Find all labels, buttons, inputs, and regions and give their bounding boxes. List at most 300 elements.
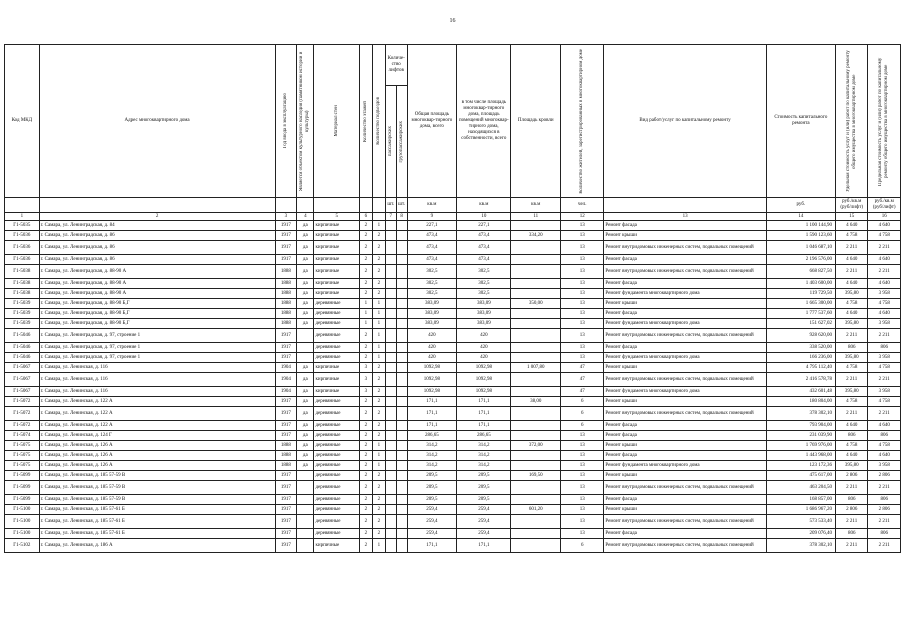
- cell-code: Г1-5075: [5, 451, 40, 461]
- cell-work: Ремонт фасада: [604, 309, 766, 319]
- cell-area-roof: 169,50: [511, 471, 561, 481]
- cell-material: кирпичные: [314, 387, 359, 397]
- cell-area-owned: 259,4: [457, 505, 511, 515]
- cell-unit-cost: 2 211: [835, 373, 867, 387]
- cell-area-roof: [511, 353, 561, 363]
- cell-pass: [385, 421, 396, 431]
- cell-code: Г1-5072: [5, 397, 40, 407]
- cell-area-owned: 259,4: [457, 515, 511, 529]
- cell-floors: 2: [359, 407, 372, 421]
- cell-max-cost: 2 211: [868, 515, 901, 529]
- cell-cost: 180 804,00: [766, 397, 835, 407]
- cell-unit-cost: 2 211: [835, 407, 867, 421]
- cell-pass: [385, 289, 396, 299]
- cell-code: Г1-5039: [5, 309, 40, 319]
- cell-residents: 6: [561, 397, 604, 407]
- cell-code: Г1-5038: [5, 265, 40, 279]
- cell-cargo: [396, 421, 407, 431]
- cell-address: г. Самара, ул. Ленинградская, д. 84: [39, 221, 275, 231]
- cell-cost: 1 590 123,60: [766, 231, 835, 241]
- cell-year: 1917: [275, 407, 297, 421]
- cell-floors: 2: [359, 441, 372, 451]
- cell-year: 1904: [275, 363, 297, 373]
- cell-unit-cost: 2 806: [835, 505, 867, 515]
- cell-pass: [385, 529, 396, 539]
- cell-cargo: [396, 221, 407, 231]
- cell-work: Ремонт внутридомовых инженерных систем, подвальных помещений: [604, 481, 766, 495]
- cell-pass: [385, 343, 396, 353]
- cell-work: Ремонт внутридомовых инженерных систем, подвальных помещений: [604, 265, 766, 279]
- cell-material: деревянные: [314, 471, 359, 481]
- cell-heritage: да: [297, 397, 314, 407]
- cell-year: 1917: [275, 495, 297, 505]
- cell-max-cost: 4 758: [868, 363, 901, 373]
- cell-area-roof: [511, 407, 561, 421]
- cell-pass: [385, 441, 396, 451]
- cell-work: Ремонт фасада: [604, 431, 766, 441]
- cell-cost: 151 627,02: [766, 319, 835, 329]
- cell-area-owned: 314,2: [457, 461, 511, 471]
- cell-code: Г1-5099: [5, 481, 40, 495]
- cell-area-owned: 473,4: [457, 241, 511, 255]
- table-row: [5, 539, 901, 553]
- cell-unit-cost: 4 758: [835, 363, 867, 373]
- cell-area-total: 227,1: [407, 221, 457, 231]
- cell-residents: 13: [561, 431, 604, 441]
- cell-material: деревянные: [314, 421, 359, 431]
- cell-area-owned: 420: [457, 353, 511, 363]
- cell-entrances: 2: [372, 407, 385, 421]
- cell-entrances: 2: [372, 397, 385, 407]
- cell-unit-cost: 4 640: [835, 451, 867, 461]
- cell-cargo: [396, 319, 407, 329]
- cell-code: Г1-5102: [5, 539, 40, 553]
- cell-max-cost: 2 211: [868, 481, 901, 495]
- cell-area-roof: 38,00: [511, 397, 561, 407]
- cell-floors: 2: [359, 505, 372, 515]
- cell-residents: 13: [561, 441, 604, 451]
- cell-area-roof: [511, 387, 561, 397]
- cell-code: Г1-5036: [5, 231, 40, 241]
- cell-entrances: 1: [372, 441, 385, 451]
- cell-residents: 13: [561, 515, 604, 529]
- cell-year: 1917: [275, 255, 297, 265]
- cell-pass: [385, 407, 396, 421]
- header-material: Материал стен: [314, 45, 359, 198]
- cell-area-roof: [511, 279, 561, 289]
- cell-work: Ремонт внутридомовых инженерных систем, подвальных помещений: [604, 373, 766, 387]
- cell-unit-cost: 2 211: [835, 539, 867, 553]
- cell-work: Ремонт крыши: [604, 231, 766, 241]
- cell-address: г. Самара, ул. Ленинская, д. 126 А: [39, 441, 275, 451]
- cell-area-roof: [511, 529, 561, 539]
- cell-max-cost: 3 958: [868, 319, 901, 329]
- cell-entrances: 2: [372, 387, 385, 397]
- cell-heritage: да: [297, 255, 314, 265]
- cell-code: Г1-5039: [5, 299, 40, 309]
- cell-unit-cost: 4 640: [835, 309, 867, 319]
- cell-area-roof: [511, 461, 561, 471]
- cell-pass: [385, 231, 396, 241]
- cell-area-owned: 383,09: [457, 299, 511, 309]
- cell-area-total: 383,09: [407, 309, 457, 319]
- cell-material: кирпичные: [314, 279, 359, 289]
- cell-cargo: [396, 451, 407, 461]
- cell-entrances: 1: [372, 309, 385, 319]
- cell-residents: 13: [561, 279, 604, 289]
- cell-heritage: да: [297, 431, 314, 441]
- cell-area-owned: 302,5: [457, 279, 511, 289]
- cell-pass: [385, 221, 396, 231]
- cell-material: деревянные: [314, 319, 359, 329]
- cell-pass: [385, 387, 396, 397]
- cell-material: кирпичные: [314, 231, 359, 241]
- table-row: [5, 265, 901, 279]
- cell-heritage: да: [297, 387, 314, 397]
- table-row: [5, 343, 901, 353]
- cell-area-owned: 1092,98: [457, 373, 511, 387]
- cell-code: Г1-5067: [5, 363, 40, 373]
- cell-floors: 2: [359, 431, 372, 441]
- cell-cost: 123 172,36: [766, 461, 835, 471]
- cell-year: 1917: [275, 329, 297, 343]
- cell-area-owned: 314,2: [457, 441, 511, 451]
- cell-address: г. Самара, ул. Ленинская, д. 186 А: [39, 539, 275, 553]
- cell-cargo: [396, 539, 407, 553]
- cell-pass: [385, 329, 396, 343]
- cell-year: 1917: [275, 421, 297, 431]
- cell-work: Ремонт фундамента многоквартирного дома: [604, 461, 766, 471]
- cell-cargo: [396, 373, 407, 387]
- cell-code: Г1-5038: [5, 289, 40, 299]
- table-row: [5, 515, 901, 529]
- cell-address: г. Самара, ул. Ленинская, д. 116: [39, 373, 275, 387]
- cell-area-total: 420: [407, 329, 457, 343]
- cell-pass: [385, 505, 396, 515]
- header-heritage: Является объектом культурного наследия (памятником истории и культуры): [297, 45, 314, 198]
- table-row: [5, 451, 901, 461]
- cell-heritage: да: [297, 279, 314, 289]
- cell-area-owned: 302,5: [457, 265, 511, 279]
- cell-cargo: [396, 471, 407, 481]
- cell-year: 1917: [275, 343, 297, 353]
- cell-cost: 1 769 976,00: [766, 441, 835, 451]
- cell-entrances: 2: [372, 265, 385, 279]
- cell-max-cost: 4 758: [868, 397, 901, 407]
- cell-work: Ремонт фасада: [604, 279, 766, 289]
- column-number-row: 1 2 3 4 5 6 7 8 9 10 11 12 13 14 15 16: [5, 213, 901, 221]
- cell-code: Г1-5072: [5, 421, 40, 431]
- cell-area-total: 1092,98: [407, 387, 457, 397]
- cell-heritage: да: [297, 289, 314, 299]
- cell-area-owned: 171,1: [457, 539, 511, 553]
- cell-area-owned: 209,5: [457, 481, 511, 495]
- cell-year: 1917: [275, 397, 297, 407]
- cell-work: Ремонт внутридомовых инженерных систем, подвальных помещений: [604, 329, 766, 343]
- cell-floors: 2: [359, 279, 372, 289]
- cell-pass: [385, 319, 396, 329]
- table-row: [5, 505, 901, 515]
- cell-unit-cost: 4 640: [835, 421, 867, 431]
- cell-code: Г1-5046: [5, 353, 40, 363]
- header-residents: Количество жителей, зарегистрированных в многоквартирном доме: [561, 45, 604, 198]
- cell-entrances: 1: [372, 353, 385, 363]
- cell-area-roof: 372,00: [511, 441, 561, 451]
- cell-entrances: 1: [372, 329, 385, 343]
- cell-residents: 13: [561, 495, 604, 505]
- cell-cost: 1 046 687,10: [766, 241, 835, 255]
- cell-floors: 2: [359, 397, 372, 407]
- cell-area-owned: 286,65: [457, 431, 511, 441]
- table-row: [5, 353, 901, 363]
- cell-area-total: 259,4: [407, 505, 457, 515]
- cell-area-owned: 302,5: [457, 289, 511, 299]
- cell-cargo: [396, 343, 407, 353]
- cell-year: 1904: [275, 387, 297, 397]
- cell-work: Ремонт внутридомовых инженерных систем, подвальных помещений: [604, 515, 766, 529]
- cell-residents: 13: [561, 461, 604, 471]
- cell-cargo: [396, 387, 407, 397]
- cell-cost: 166 236,00: [766, 353, 835, 363]
- table-row: [5, 529, 901, 539]
- cell-cost: 1 100 144,90: [766, 221, 835, 231]
- cell-entrances: 1: [372, 319, 385, 329]
- cell-floors: 3: [359, 387, 372, 397]
- cell-entrances: 2: [372, 241, 385, 255]
- cell-year: 1917: [275, 431, 297, 441]
- cell-area-owned: 383,09: [457, 319, 511, 329]
- cell-heritage: да: [297, 373, 314, 387]
- cell-year: 1917: [275, 221, 297, 231]
- cell-address: г. Самара, ул. Ленинская, д. 124 Г: [39, 431, 275, 441]
- cell-entrances: 2: [372, 255, 385, 265]
- cell-unit-cost: 4 758: [835, 231, 867, 241]
- cell-cost: 378 302,10: [766, 539, 835, 553]
- cell-code: Г1-5072: [5, 407, 40, 421]
- cell-max-cost: 2 806: [868, 505, 901, 515]
- cell-unit-cost: 2 211: [835, 481, 867, 495]
- cell-floors: 2: [359, 241, 372, 255]
- cell-residents: 13: [561, 471, 604, 481]
- cell-pass: [385, 515, 396, 529]
- header-work: Вид работ/услуг по капитальному ремонту: [604, 45, 766, 198]
- cell-residents: 13: [561, 255, 604, 265]
- cell-unit-cost: 395,80: [835, 461, 867, 471]
- cell-code: Г1-5067: [5, 387, 40, 397]
- cell-area-owned: 227,1: [457, 221, 511, 231]
- cell-material: деревянные: [314, 451, 359, 461]
- cell-area-roof: [511, 319, 561, 329]
- cell-heritage: [297, 471, 314, 481]
- cell-area-total: 259,4: [407, 515, 457, 529]
- cell-cost: 119 729,50: [766, 289, 835, 299]
- cell-unit-cost: 4 758: [835, 441, 867, 451]
- cell-floors: 2: [359, 231, 372, 241]
- cell-residents: 13: [561, 451, 604, 461]
- cell-work: Ремонт фасада: [604, 343, 766, 353]
- header-floors: Количество этажей: [359, 45, 372, 198]
- cell-area-total: 259,4: [407, 529, 457, 539]
- cell-work: Ремонт фундамента многоквартирного дома: [604, 319, 766, 329]
- cell-material: кирпичные: [314, 265, 359, 279]
- cell-cargo: [396, 241, 407, 255]
- cell-max-cost: 4 640: [868, 255, 901, 265]
- cell-year: 1888: [275, 451, 297, 461]
- table-row: [5, 329, 901, 343]
- table-row: [5, 431, 901, 441]
- cell-cost: 573 533,40: [766, 515, 835, 529]
- cell-area-roof: [511, 309, 561, 319]
- cell-heritage: да: [297, 441, 314, 451]
- cell-address: г. Самара, ул. Ленинская, д. 185 57-61 Б: [39, 515, 275, 529]
- cell-floors: 3: [359, 373, 372, 387]
- table-row: [5, 231, 901, 241]
- cell-max-cost: 2 211: [868, 373, 901, 387]
- cell-area-total: 420: [407, 353, 457, 363]
- cell-work: Ремонт фасада: [604, 451, 766, 461]
- cell-work: Ремонт фасада: [604, 255, 766, 265]
- cell-area-total: 302,5: [407, 279, 457, 289]
- cell-area-owned: 420: [457, 343, 511, 353]
- cell-area-total: 209,5: [407, 481, 457, 495]
- cell-cost: 1 686 967,20: [766, 505, 835, 515]
- cell-code: Г1-5067: [5, 373, 40, 387]
- cell-code: Г1-5046: [5, 343, 40, 353]
- cell-code: Г1-5074: [5, 431, 40, 441]
- cell-area-owned: 473,4: [457, 255, 511, 265]
- cell-entrances: 2: [372, 471, 385, 481]
- cell-unit-cost: 2 211: [835, 265, 867, 279]
- cell-work: Ремонт крыши: [604, 505, 766, 515]
- cell-max-cost: 4 758: [868, 299, 901, 309]
- cell-floors: 2: [359, 421, 372, 431]
- cell-material: кирпичные: [314, 373, 359, 387]
- cell-residents: 13: [561, 265, 604, 279]
- table-row: [5, 407, 901, 421]
- cell-cargo: [396, 481, 407, 495]
- cell-year: 1888: [275, 289, 297, 299]
- cell-area-roof: [511, 343, 561, 353]
- cell-floors: 2: [359, 471, 372, 481]
- cell-cost: 2 416 578,78: [766, 373, 835, 387]
- cell-cargo: [396, 353, 407, 363]
- cell-area-total: 302,5: [407, 265, 457, 279]
- cell-area-roof: [511, 289, 561, 299]
- cell-area-total: 1092,98: [407, 363, 457, 373]
- cell-pass: [385, 279, 396, 289]
- table-row: [5, 495, 901, 505]
- cell-material: деревянные: [314, 461, 359, 471]
- cell-heritage: да: [297, 299, 314, 309]
- cell-code: Г1-5046: [5, 329, 40, 343]
- header-entrances: Количество подъездов: [372, 45, 385, 198]
- cell-unit-cost: 2 211: [835, 515, 867, 529]
- cell-address: г. Самара, ул. Ленинградская, д. 88-90 Б,Г: [39, 309, 275, 319]
- cell-max-cost: 806: [868, 529, 901, 539]
- cell-floors: 3: [359, 363, 372, 373]
- cell-cargo: [396, 515, 407, 529]
- header-cost: Стоимость капитального ремонта: [766, 45, 835, 198]
- cell-address: г. Самара, ул. Ленинградская, д. 88-90 Б,Г: [39, 299, 275, 309]
- cell-pass: [385, 241, 396, 255]
- cell-cost: 793 904,00: [766, 421, 835, 431]
- cell-year: 1917: [275, 481, 297, 495]
- cell-cargo: [396, 329, 407, 343]
- cell-entrances: 2: [372, 363, 385, 373]
- cell-entrances: 1: [372, 461, 385, 471]
- table-row: [5, 363, 901, 373]
- cell-entrances: 2: [372, 481, 385, 495]
- cell-work: Ремонт внутридомовых инженерных систем, подвальных помещений: [604, 407, 766, 421]
- cell-address: г. Самара, ул. Ленинская, д. 185 57-59 В: [39, 471, 275, 481]
- cell-heritage: да: [297, 231, 314, 241]
- cell-area-owned: 259,4: [457, 529, 511, 539]
- cell-unit-cost: 4 640: [835, 279, 867, 289]
- cell-cost: 2 196 576,00: [766, 255, 835, 265]
- cell-area-roof: [511, 431, 561, 441]
- cell-address: г. Самара, ул. Ленинградская, д. 86: [39, 231, 275, 241]
- cell-floors: 2: [359, 265, 372, 279]
- header-max-cost: Предельная стоимость услуг и (или) работ по капитальному ремонту общего имущества в многоквартирном доме: [868, 45, 901, 198]
- cell-heritage: [297, 495, 314, 505]
- cell-year: 1904: [275, 373, 297, 387]
- cell-area-total: 171,1: [407, 397, 457, 407]
- cell-pass: [385, 265, 396, 279]
- cell-floors: 1: [359, 299, 372, 309]
- table-row: [5, 387, 901, 397]
- cell-year: 1888: [275, 265, 297, 279]
- cell-work: Ремонт крыши: [604, 299, 766, 309]
- cell-max-cost: 4 640: [868, 451, 901, 461]
- cell-cargo: [396, 309, 407, 319]
- cell-area-roof: 350,00: [511, 299, 561, 309]
- cell-heritage: да: [297, 241, 314, 255]
- cell-work: Ремонт фундамента многоквартирного дома: [604, 353, 766, 363]
- cell-area-roof: [511, 255, 561, 265]
- cell-area-total: 286,65: [407, 431, 457, 441]
- cell-heritage: да: [297, 221, 314, 231]
- cell-work: Ремонт фасада: [604, 529, 766, 539]
- cell-max-cost: 806: [868, 343, 901, 353]
- cell-area-owned: 1092,98: [457, 363, 511, 373]
- cell-max-cost: 806: [868, 431, 901, 441]
- cell-area-total: 473,4: [407, 231, 457, 241]
- cell-residents: 47: [561, 363, 604, 373]
- table-row: [5, 221, 901, 231]
- cell-unit-cost: 806: [835, 343, 867, 353]
- cell-work: Ремонт крыши: [604, 397, 766, 407]
- header-area-total: Общая площадь многоквар-тирного дома, всего: [407, 45, 457, 198]
- cell-cost: 1 777 537,60: [766, 309, 835, 319]
- cell-address: г. Самара, ул. Ленинская, д. 185 57-59 В: [39, 481, 275, 495]
- header-year: Год ввода в эксплуатацию: [275, 45, 297, 198]
- cell-area-total: 473,4: [407, 241, 457, 255]
- cell-code: Г1-5035: [5, 221, 40, 231]
- cell-area-roof: [511, 265, 561, 279]
- cell-residents: 13: [561, 481, 604, 495]
- cell-entrances: 2: [372, 231, 385, 241]
- cell-pass: [385, 255, 396, 265]
- table-row: [5, 441, 901, 451]
- capital-repair-table: [4, 44, 901, 553]
- cell-year: 1888: [275, 279, 297, 289]
- cell-address: г. Самара, ул. Ленинская, д. 126 А: [39, 461, 275, 471]
- cell-area-total: 473,4: [407, 255, 457, 265]
- cell-residents: 13: [561, 241, 604, 255]
- cell-year: 1888: [275, 299, 297, 309]
- cell-area-roof: [511, 221, 561, 231]
- cell-area-total: 302,5: [407, 289, 457, 299]
